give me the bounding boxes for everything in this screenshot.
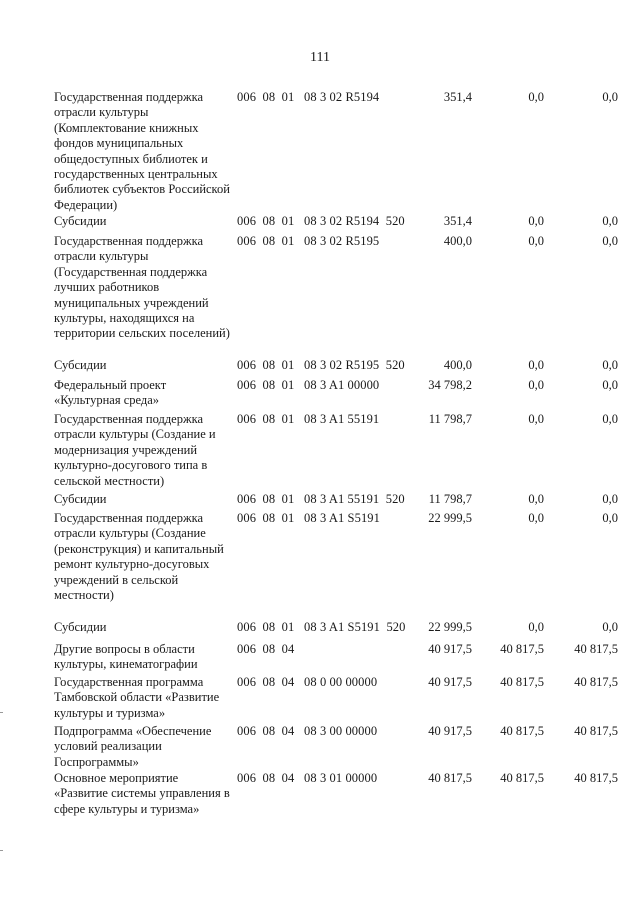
scan-margin-mark bbox=[0, 850, 3, 851]
row-name: Государственная поддержка отрасли культуры (Создание и модернизация учреждений культурно-досугового типа в сельской местности) bbox=[54, 412, 216, 488]
row-value-3: 40 817,5 bbox=[574, 724, 618, 738]
row-code: 006 08 04 08 0 00 00000 bbox=[237, 675, 378, 689]
row-value-3: 0,0 bbox=[602, 358, 618, 372]
row-name: Субсидии bbox=[54, 214, 107, 228]
row-code: 006 08 01 08 3 02 R5195 520 bbox=[237, 358, 405, 372]
row-value-1: 22 999,5 bbox=[428, 620, 472, 634]
row-name: Федеральный проект «Культурная среда» bbox=[54, 378, 167, 408]
row-value-3: 0,0 bbox=[602, 214, 618, 228]
row-value-1: 351,4 bbox=[443, 90, 472, 104]
row-value-3: 0,0 bbox=[602, 378, 618, 392]
row-code: 006 08 04 08 3 00 00000 bbox=[237, 724, 378, 738]
row-value-3: 0,0 bbox=[602, 90, 618, 104]
page-number: 111 bbox=[310, 50, 330, 65]
row-code: 006 08 01 08 3 02 R5194 bbox=[237, 90, 380, 104]
row-value-1: 40 917,5 bbox=[428, 724, 472, 738]
row-value-3: 40 817,5 bbox=[574, 771, 618, 785]
row-value-1: 351,4 bbox=[443, 214, 472, 228]
row-value-3: 0,0 bbox=[602, 492, 618, 506]
row-value-2: 0,0 bbox=[528, 90, 544, 104]
row-value-1: 22 999,5 bbox=[428, 511, 472, 525]
row-value-2: 0,0 bbox=[528, 358, 544, 372]
row-value-3: 0,0 bbox=[602, 511, 618, 525]
row-code: 006 08 01 08 3 A1 55191 bbox=[237, 412, 380, 426]
row-name: Субсидии bbox=[54, 620, 107, 634]
row-code: 006 08 01 08 3 A1 S5191 bbox=[237, 511, 380, 525]
row-code: 006 08 04 08 3 01 00000 bbox=[237, 771, 378, 785]
row-name: Государственная программа Тамбовской области «Развитие культуры и туризма» bbox=[54, 675, 220, 720]
row-value-2: 0,0 bbox=[528, 214, 544, 228]
row-code: 006 08 01 08 3 A1 S5191 520 bbox=[237, 620, 406, 634]
row-value-1: 11 798,7 bbox=[428, 412, 472, 426]
row-code: 006 08 01 08 3 02 R5195 bbox=[237, 234, 380, 248]
row-value-1: 40 817,5 bbox=[428, 771, 472, 785]
row-value-2: 40 817,5 bbox=[500, 771, 544, 785]
row-name: Основное мероприятие «Развитие системы управления в сфере культуры и туризма» bbox=[54, 771, 230, 816]
row-value-2: 40 817,5 bbox=[500, 642, 544, 656]
row-value-2: 40 817,5 bbox=[500, 724, 544, 738]
row-name: Подпрограмма «Обеспечение условий реализации Госпрограммы» bbox=[54, 724, 212, 769]
row-value-3: 0,0 bbox=[602, 412, 618, 426]
row-value-1: 34 798,2 bbox=[428, 378, 472, 392]
row-name: Государственная поддержка отрасли культуры (Создание (реконструкция) и капитальный ремонт культурно-досуговых учреждений в сельской местности) bbox=[54, 511, 224, 603]
row-value-2: 0,0 bbox=[528, 511, 544, 525]
row-code: 006 08 01 08 3 A1 00000 bbox=[237, 378, 380, 392]
row-value-2: 0,0 bbox=[528, 412, 544, 426]
row-value-3: 40 817,5 bbox=[574, 642, 618, 656]
row-value-3: 0,0 bbox=[602, 620, 618, 634]
row-name: Другие вопросы в области культуры, кинематографии bbox=[54, 642, 198, 672]
row-value-2: 0,0 bbox=[528, 492, 544, 506]
row-value-2: 0,0 bbox=[528, 378, 544, 392]
row-value-1: 40 917,5 bbox=[428, 642, 472, 656]
row-value-2: 0,0 bbox=[528, 234, 544, 248]
row-name: Субсидии bbox=[54, 492, 107, 506]
row-value-3: 40 817,5 bbox=[574, 675, 618, 689]
row-value-1: 11 798,7 bbox=[428, 492, 472, 506]
row-value-1: 40 917,5 bbox=[428, 675, 472, 689]
row-name: Субсидии bbox=[54, 358, 107, 372]
row-name: Государственная поддержка отрасли культуры (Комплектование книжных фондов муниципальных общедоступных библиотек и государственных центральных библиотек субъектов Российской Федерации) bbox=[54, 90, 230, 212]
scan-margin-mark bbox=[0, 712, 3, 713]
row-name: Государственная поддержка отрасли культуры (Государственная поддержка лучших работников муниципальных учреждений культуры, находящихся на территории сельских поселений) bbox=[54, 234, 230, 341]
row-code: 006 08 01 08 3 02 R5194 520 bbox=[237, 214, 405, 228]
row-code: 006 08 01 08 3 A1 55191 520 bbox=[237, 492, 405, 506]
row-value-1: 400,0 bbox=[443, 234, 472, 248]
row-value-3: 0,0 bbox=[602, 234, 618, 248]
row-value-2: 40 817,5 bbox=[500, 675, 544, 689]
row-code: 006 08 04 bbox=[237, 642, 295, 656]
row-value-2: 0,0 bbox=[528, 620, 544, 634]
row-value-1: 400,0 bbox=[443, 358, 472, 372]
